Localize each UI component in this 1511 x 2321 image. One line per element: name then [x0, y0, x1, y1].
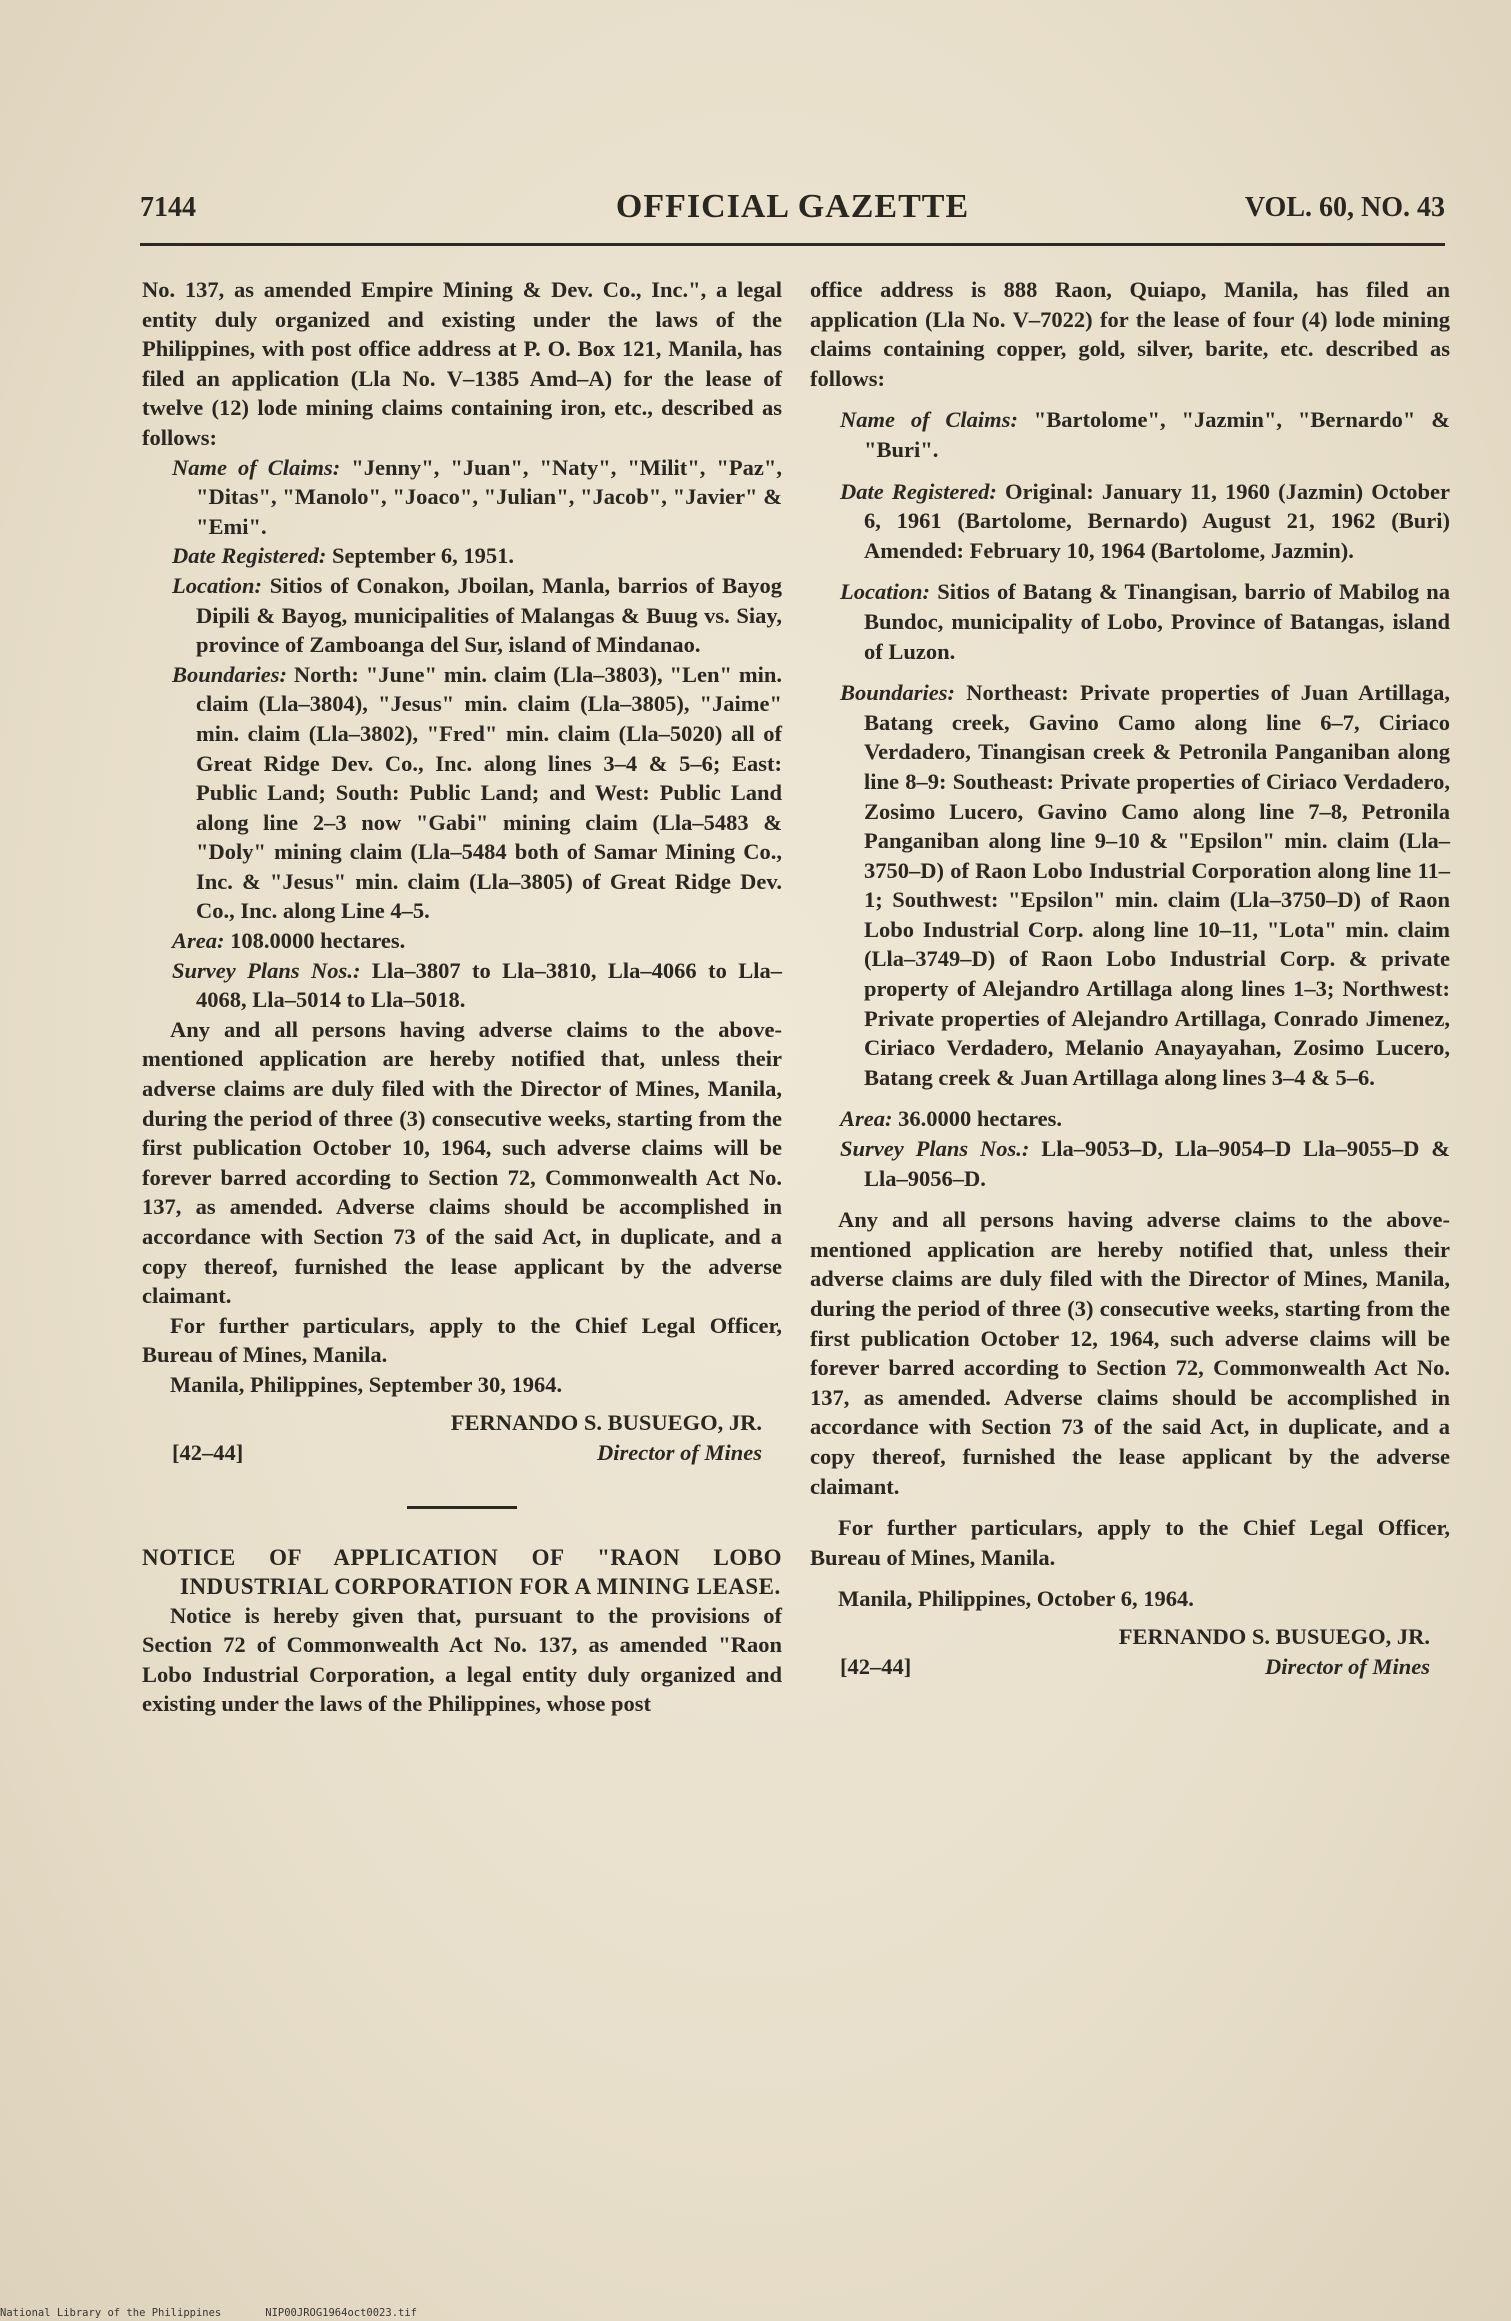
left-date-registered — [142, 541, 782, 571]
right-date-registered — [810, 477, 1450, 566]
item-label: Date Registered: — [172, 543, 327, 569]
item-text: Northeast: Private properties of Juan Artillaga, Batang creek, Gavino Camo along line 6–7, Ciriaco Verdadero, Tinangisan creek & Petronila Panganiban along line 8–9: Southeast: Private properties of Ciriaco Verdadero, Zosimo Lucero, Gavino Camo along line 7–8, Petronila Panganiban along line 9–10 & "Epsilon" min. claim (Lla–3750–D) of Raon Lobo Industrial Corporation along line 11–1; Southwest: "Epsilon" min. claim (Lla–3750–D) of Raon Lobo Industrial Corp. along line 10–11, "Lota" min. claim (Lla–3749–D) of Raon Lobo Industrial Corp. & private property of Alejandro Artillaga along lines 1–3; Northwest: Private properties of Alejandro Artillaga, Conrado Jimenez, Ciriaco Verdadero, Melanio Anayayahan, Zosimo Lucero, Batang creek & Juan Artillaga along lines 3–4 & 5–6. — [864, 680, 1450, 1090]
right-boundaries — [810, 678, 1450, 1092]
notice-heading: NOTICE OF APPLICATION OF "RAON LOBO INDUSTRIAL CORPORATION FOR A MINING LEASE. — [142, 1544, 782, 1599]
left-area — [142, 926, 782, 956]
item-label: Survey Plans Nos.: — [172, 957, 361, 983]
library-credit: National Library of the Philippines — [0, 2307, 222, 2319]
signatory-name: FERNANDO S. BUSUEGO, JR. — [1118, 1623, 1430, 1649]
item-text: September 6, 1951. — [326, 543, 515, 569]
item-text: Original: January 11, 1960 (Jazmin) October 6, 1961 (Bartolome, Bernardo) August 21, 1962 (Buri) Amended: February 10, 1964 (Bartolome, Jazmin). — [864, 478, 1451, 563]
left-adverse-notice: Any and all persons having adverse claims to the above-mentioned application are hereby notified that, unless their adverse claims are duly filed with the Director of Mines, Manila, during the period of three (3) consecutive weeks, starting from the first publication October 10, 1964, such adverse claims will be forever barred according to Section 72, Commonwealth Act No. 137, as amended. Adverse claims should be accomplished in accordance with Section 73 of the said Act, in duplicate, and a copy thereof, furnished the lease applicant by the adverse claimant. — [142, 1016, 782, 1309]
item-label: Area: — [172, 928, 225, 954]
right-particulars: For further particulars, apply to the Chief Legal Officer, Bureau of Mines, Manila. — [810, 1515, 1450, 1570]
left-dateline: Manila, Philippines, September 30, 1964. — [170, 1371, 563, 1397]
issue-reference: [42–44] — [172, 1439, 244, 1465]
right-signature-block — [810, 1622, 1450, 1686]
right-claim-names — [810, 405, 1450, 464]
item-text: Sitios of Conakon, Jboilan, Manla, barrios of Bayog Dipili & Bayog, municipalities of Malangas & Buug vs. Siay, province of Zamboanga del Sur, island of Mindanao. — [196, 572, 782, 658]
item-text: Sitios of Batang & Tinangisan, barrio of Mabilog na Bundoc, municipality of Lobo, Province of Batangas, island of Luzon. — [864, 579, 1450, 664]
item-label: Location: — [840, 579, 930, 605]
signatory-title: Director of Mines — [1265, 1653, 1430, 1679]
right-adverse-notice: Any and all persons having adverse claims to the above-mentioned application are hereby notified that, unless their adverse claims are duly filed with the Director of Mines, Manila, during the period of three (3) consecutive weeks, starting from the first publication October 12, 1964, such adverse claims will be forever barred according to Section 72, Commonwealth Act No. 137, as amended. Adverse claims should be accomplished in accordance with Section 73 of the said Act, in duplicate, and a copy thereof, furnished the lease applicant by the adverse claimant. — [810, 1207, 1450, 1499]
scan-footer — [0, 2307, 461, 2319]
right-column — [810, 275, 1450, 1686]
item-text: "Jenny", "Juan", "Naty", "Milit", "Paz", "Ditas", "Manolo", "Joaco", "Julian", "Jacob", "Javier" & "Emi". — [196, 454, 782, 539]
right-survey-plans — [810, 1134, 1450, 1193]
header-rule — [140, 243, 1445, 246]
item-label: Name of Claims: — [172, 454, 341, 480]
publication-title: OFFICIAL GAZETTE — [615, 188, 970, 225]
volume-number: VOL. 60, NO. 43 — [1244, 192, 1445, 223]
left-location — [142, 571, 782, 660]
item-label: Area: — [840, 1106, 893, 1132]
item-label: Location: — [172, 572, 262, 598]
item-text: 108.0000 hectares. — [224, 928, 406, 954]
page-number: 7144 — [140, 192, 196, 223]
left-column — [142, 275, 782, 1719]
item-text: "Bartolome", "Jazmin", "Bernardo" & "Buri". — [864, 407, 1450, 462]
section-divider — [407, 1506, 517, 1509]
left-claim-names — [142, 453, 782, 542]
right-area — [810, 1104, 1450, 1134]
left-particulars: For further particulars, apply to the Chief Legal Officer, Bureau of Mines, Manila. — [142, 1312, 782, 1368]
item-text: Lla–9053–D, Lla–9054–D Lla–9055–D & Lla–9056–D. — [864, 1136, 1450, 1191]
left-intro: No. 137, as amended Empire Mining & Dev. Co., Inc.", a legal entity duly organized and existing under the laws of the Philippines, with post office address at P. O. Box 121, Manila, has filed an application (Lla No. V–1385 Amd–A) for the lease of twelve (12) lode mining claims containing iron, etc., described as follows: — [142, 277, 782, 450]
item-label: Boundaries: — [172, 661, 288, 687]
issue-reference: [42–44] — [840, 1653, 912, 1679]
scan-filename: NIP00JROG1964oct0023.tif — [265, 2307, 417, 2319]
item-label: Boundaries: — [840, 680, 956, 706]
right-location — [810, 577, 1450, 666]
left-survey-plans — [142, 956, 782, 1015]
signatory-title: Director of Mines — [597, 1439, 762, 1465]
right-dateline: Manila, Philippines, October 6, 1964. — [838, 1586, 1194, 1612]
right-intro: office address is 888 Raon, Quiapo, Manila, has filed an application (Lla No. V–7022) for the lease of four (4) lode mining claims containing copper, gold, silver, barite, etc. described as follows: — [810, 277, 1450, 391]
notice-body: Notice is hereby given that, pursuant to the provisions of Section 72 of Commonwealth Act No. 137, as amended "Raon Lobo Industrial Corporation, a legal entity duly organized and existing under the laws of the Philippines, whose post — [142, 1602, 782, 1717]
left-signature-block — [142, 1408, 782, 1472]
item-label: Name of Claims: — [840, 407, 1018, 433]
signatory-name: FERNANDO S. BUSUEGO, JR. — [450, 1409, 762, 1435]
left-boundaries — [142, 660, 782, 926]
page-header — [140, 188, 1445, 234]
item-label: Date Registered: — [840, 478, 997, 504]
item-text: Lla–3807 to Lla–3810, Lla–4066 to Lla–4068, Lla–5014 to Lla–5018. — [196, 957, 782, 1013]
item-label: Survey Plans Nos.: — [840, 1136, 1030, 1162]
item-text: North: "June" min. claim (Lla–3803), "Len" min. claim (Lla–3804), "Jesus" min. claim (Lla–3805), "Jaime" min. claim (Lla–3802), "Fred" min. claim (Lla–5020) all of Great Ridge Dev. Co., Inc. along lines 3–4 & 5–6; East: Public Land; South: Public Land; and West: Public Land along line 2–3 now "Gabi" mining claim (Lla–5483 & "Doly" mining claim (Lla–5484 both of Samar Mining Co., Inc. & "Jesus" min. claim (Lla–3805) of Great Ridge Dev. Co., Inc. along Line 4–5. — [196, 661, 782, 924]
item-text: 36.0000 hectares. — [892, 1106, 1063, 1132]
